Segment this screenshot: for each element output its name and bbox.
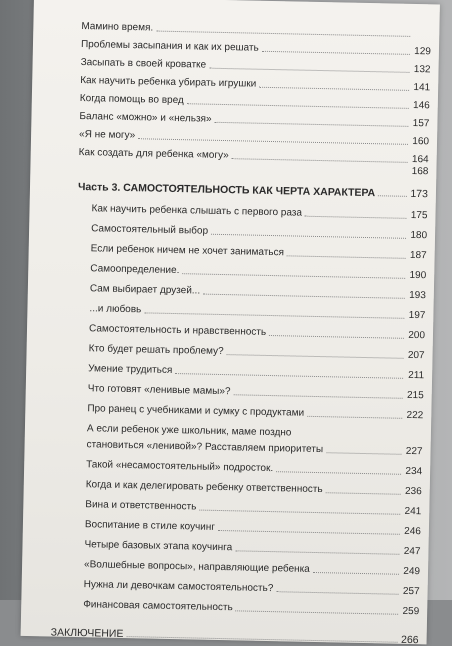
toc-entry-multiline (86, 423, 423, 458)
toc-entry (84, 539, 420, 558)
toc-entry-page: 234 (404, 466, 422, 478)
toc-leader-dots (209, 68, 409, 73)
toc-entry-title: Нужна ли девочкам самостоятельность? (84, 579, 274, 595)
toc-entry-title: Кто будет решать проблему? (88, 343, 223, 358)
toc-entry-title: ...и любовь (89, 303, 141, 316)
toc-entry-page: 246 (403, 526, 421, 538)
toc-entry-title: Про ранец с учебниками и сумку с продуктами (87, 403, 304, 420)
toc-entry-page: 197 (407, 310, 425, 322)
toc-leader-dots (305, 216, 407, 219)
toc-entry (81, 21, 431, 40)
toc-entry-page: 193 (408, 290, 426, 302)
toc-entry (86, 479, 422, 498)
toc-entry (79, 111, 429, 130)
toc-leader-dots (276, 591, 398, 595)
toc-leader-dots (126, 636, 397, 643)
toc-entry (90, 263, 426, 282)
toc-entry (91, 223, 427, 242)
toc-leader-dots (203, 294, 405, 299)
toc-leader-dots (138, 138, 408, 145)
toc-entry-title: Самостоятельный выбор (91, 223, 208, 237)
toc-entry (86, 459, 422, 478)
toc-entry-page: 187 (409, 250, 427, 262)
toc-leader-dots (269, 335, 404, 339)
toc-entry-page: 160 (411, 136, 429, 148)
toc-entry (85, 499, 421, 518)
toc-entry (84, 579, 420, 598)
toc-leader-dots (276, 471, 401, 475)
toc-entry-page: 207 (406, 350, 424, 362)
toc-leader-dots (218, 530, 400, 535)
toc-leader-dots (378, 195, 407, 197)
toc-leader-dots (287, 255, 406, 258)
toc-entry-page: 164 (411, 154, 429, 166)
toc-entry (91, 203, 427, 222)
toc-entry-title: «Волшебные вопросы», направляющие ребенка (84, 559, 310, 576)
toc-leader-dots (259, 87, 409, 91)
toc-entry-page: 211 (406, 370, 424, 382)
toc-entry (89, 323, 425, 342)
toc-entry-title: Баланс «можно» и «нельзя» (79, 111, 211, 126)
toc-leader-dots (211, 234, 406, 239)
toc-entry-title: Четыре базовых этапа коучинга (84, 539, 232, 554)
toc-entry-title: Как создать для ребенка «могу» (79, 147, 229, 162)
toc-entry-page: 241 (403, 506, 421, 518)
toc-entry (83, 599, 419, 618)
toc-leader-dots (175, 373, 403, 379)
toc-entry-page: 141 (412, 82, 430, 94)
toc-entry-title: Финансовая самостоятельность (83, 599, 233, 614)
toc-entry-page: 190 (408, 270, 426, 282)
toc-entry-title: Что готовят «ленивые мамы»? (88, 383, 231, 398)
toc-entry-page: 180 (409, 230, 427, 242)
toc-entry-page: 168 (410, 166, 428, 178)
toc-entry-line2 (86, 439, 422, 458)
toc-entry-title-line2: становиться «ленивой»? Расставляем приоритеты (86, 439, 323, 456)
toc-leader-dots (326, 452, 401, 455)
toc-entry-title: Самоопределение. (90, 263, 179, 277)
toc-conclusion-title: ЗАКЛЮЧЕНИЕ (51, 626, 124, 640)
toc-leader-dots (156, 31, 410, 37)
toc-entry-title: Как научить ребенка слышать с первого раза (91, 203, 302, 219)
toc-entry-title: Сам выбирает друзей... (90, 283, 201, 297)
toc-entry (89, 303, 425, 322)
toc-entry-page: 236 (404, 486, 422, 498)
toc-entry (81, 39, 431, 58)
toc-leader-dots (81, 167, 407, 175)
toc-entry-title: Как научить ребенка убирать игрушки (80, 75, 256, 91)
toc-part-title: Часть 3. САМОСТОЯТЕЛЬНОСТЬ КАК ЧЕРТА ХАРАКТЕРА (78, 181, 375, 199)
toc-entry-title: Вина и ответственность (85, 499, 196, 513)
table-of-contents (69, 3, 432, 646)
toc-entry-title: Самостоятельность и нравственность (89, 323, 266, 339)
toc-entry-page: 146 (412, 100, 430, 112)
toc-entry (84, 559, 420, 578)
toc-entry (88, 363, 424, 382)
toc-entry-page: 259 (401, 606, 419, 618)
toc-entry (90, 283, 426, 302)
toc-leader-dots (326, 492, 401, 495)
toc-leader-dots (187, 103, 409, 109)
toc-entry (80, 93, 430, 112)
book-page (21, 0, 440, 644)
toc-entry-title: Воспитание в стиле коучинг (85, 519, 215, 534)
toc-leader-dots (313, 572, 399, 575)
toc-leader-dots (144, 312, 404, 318)
toc-entry-page: 222 (405, 410, 423, 422)
toc-leader-dots (227, 354, 404, 359)
toc-part-page: 173 (410, 188, 428, 200)
toc-entry-title: Если ребенок ничем не хочет заниматься (91, 243, 284, 259)
toc-entry (79, 129, 429, 148)
toc-leader-dots (182, 273, 405, 279)
toc-conclusion-page: 266 (400, 634, 418, 646)
toc-entry-title: «Я не могу» (79, 129, 135, 142)
toc-entry-page: 249 (402, 566, 420, 578)
toc-leader-dots (236, 610, 399, 614)
toc-leader-dots (262, 51, 410, 55)
toc-leader-dots (214, 122, 408, 127)
toc-entry-page: 257 (401, 586, 419, 598)
toc-entry-page: 175 (409, 210, 427, 222)
toc-entry-title: Такой «несамостоятельный» подросток. (86, 459, 273, 475)
toc-entry-title: Умение трудиться (88, 363, 172, 377)
toc-entry (80, 57, 430, 76)
toc-entry-page: 215 (406, 390, 424, 402)
toc-entry-title: Мамино время. (81, 21, 153, 35)
toc-entry (85, 519, 421, 538)
toc-part3-entries (69, 203, 427, 618)
toc-leader-dots (199, 510, 400, 515)
toc-entry-page: 129 (413, 46, 431, 58)
toc-entry-title-line1: А если ребенок уже школьник, маме поздно (87, 423, 423, 442)
toc-leader-dots (235, 550, 399, 554)
toc-leader-dots (307, 416, 402, 419)
toc-entry (88, 343, 424, 362)
toc-entry-page: 200 (407, 330, 425, 342)
toc-entry (91, 243, 427, 262)
toc-entry-title: Засыпать в своей кроватке (80, 57, 206, 72)
toc-entry-title: Когда помощь во вред (80, 93, 184, 107)
toc-entry-title: Когда и как делегировать ребенку ответственность (86, 479, 323, 496)
toc-part-heading (78, 181, 428, 200)
toc-entry (88, 383, 424, 402)
toc-entry (80, 75, 430, 94)
toc-entry-page: 247 (402, 546, 420, 558)
toc-entry (87, 403, 423, 422)
toc-conclusion (51, 626, 419, 646)
toc-entry-page: 132 (412, 64, 430, 76)
toc-entry-page: 227 (404, 446, 422, 458)
toc-leader-dots (233, 394, 402, 399)
toc-entry-page: 157 (411, 118, 429, 130)
toc-entry-title: Проблемы засыпания и как их решать (81, 39, 259, 55)
